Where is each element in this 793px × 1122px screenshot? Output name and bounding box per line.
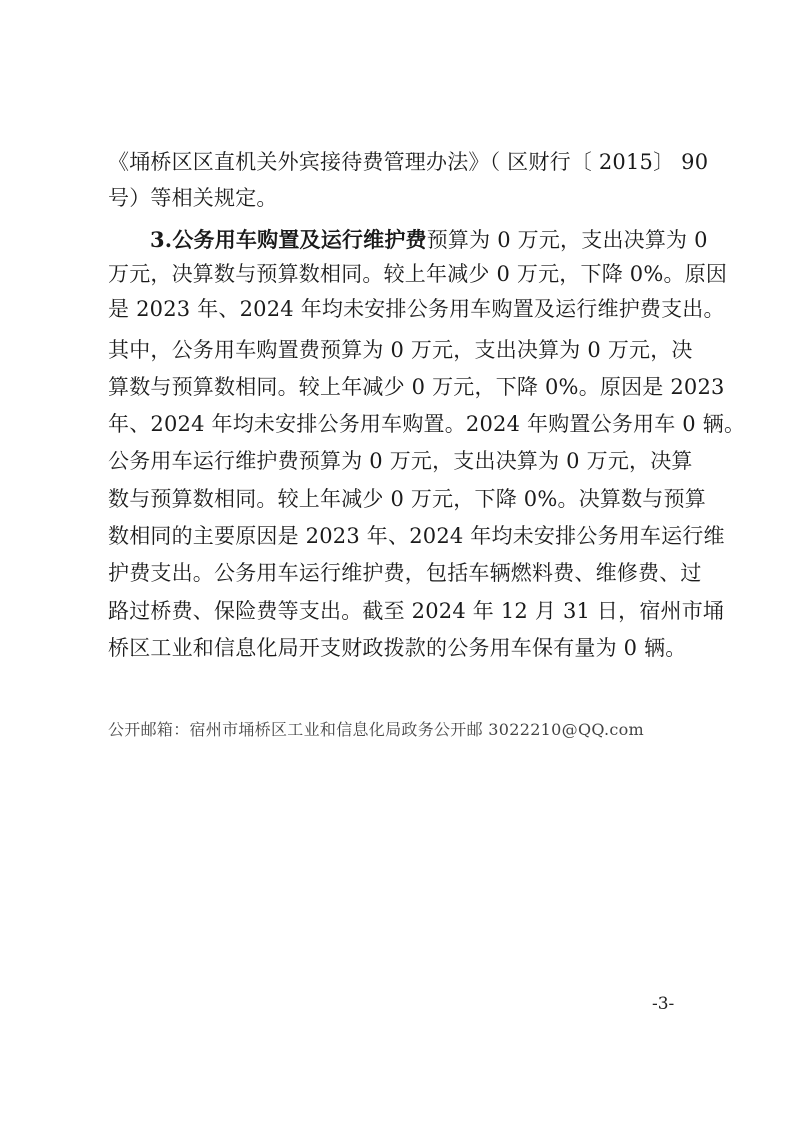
public-email-line: 公开邮箱：宿州市埇桥区工业和信息化局政务公开邮 3022210@QQ.com (108, 720, 645, 739)
text-line: 桥区工业和信息化局开支财政拨款的公务用车保有量为 0 辆。 (108, 636, 687, 660)
text-line: 年、2024 年均未安排公务用车购置。2024 年购置公务用车 0 辆。 (108, 412, 746, 436)
text-line: 路过桥费、保险费等支出。截至 2024 年 12 月 31 日，宿州市埇 (108, 599, 725, 623)
text-line: 万元，决算数与预算数相同。较上年减少 0 万元，下降 0%。原因 (108, 262, 728, 286)
text-line: 《埇桥区区直机关外宾接待费管理办法》（ 区财行〔 2015〕 90 (108, 150, 709, 174)
text-line: 数与预算数相同。较上年减少 0 万元，下降 0%。决算数与预算 (108, 487, 706, 511)
text-line: 是 2023 年、2024 年均未安排公务用车购置及运行维护费支出。 (108, 297, 725, 321)
section-heading: 3.公务用车购置及运行维护费 (150, 227, 427, 252)
text-line: 号）等相关规定。 (108, 186, 278, 210)
text-line: 公务用车运行维护费预算为 0 万元，支出决算为 0 万元，决算 (108, 449, 693, 473)
text-line: 算数与预算数相同。较上年减少 0 万元，下降 0%。原因是 2023 (108, 375, 725, 399)
text-line (150, 225, 708, 255)
page-number: -3- (652, 994, 675, 1014)
text-line: 其中，公务用车购置费预算为 0 万元，支出决算为 0 万元，决 (108, 338, 693, 362)
text-line: 护费支出。公务用车运行维护费，包括车辆燃料费、维修费、过 (108, 561, 702, 585)
text-line: 数相同的主要原因是 2023 年、2024 年均未安排公务用车运行维 (108, 524, 725, 548)
text-run: 预算为 0 万元，支出决算为 0 (426, 228, 708, 252)
